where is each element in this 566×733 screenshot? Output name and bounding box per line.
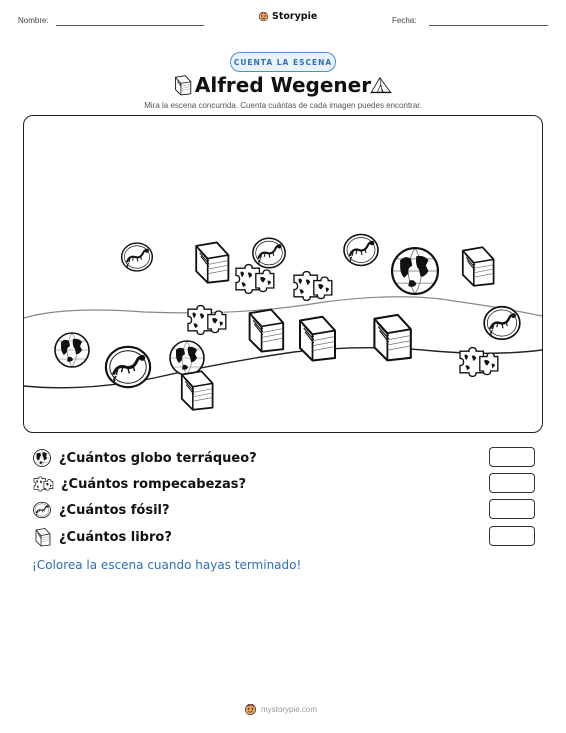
hill-line-back bbox=[24, 297, 542, 318]
globe-item[interactable] bbox=[170, 341, 204, 375]
brand-name: Storypie bbox=[272, 11, 318, 22]
book-item[interactable] bbox=[250, 310, 284, 352]
storypie-logo-icon bbox=[258, 11, 269, 22]
storypie-mascot-icon bbox=[244, 703, 257, 716]
puzzle-item[interactable] bbox=[460, 348, 498, 377]
question-row bbox=[32, 527, 172, 547]
answer-box-puzzle[interactable] bbox=[489, 473, 535, 493]
fossil-icon bbox=[32, 500, 52, 520]
page-title: Alfred Wegener bbox=[194, 73, 372, 97]
answer-box-fossil[interactable] bbox=[489, 499, 535, 519]
instructions: Mira la escena concurrida. Cuenta cuántas de cada imagen puedes encontrar. bbox=[144, 101, 422, 110]
book-item[interactable] bbox=[463, 247, 494, 285]
book-item[interactable] bbox=[300, 317, 335, 361]
puzzle-item[interactable] bbox=[236, 265, 274, 294]
fossil-item[interactable] bbox=[344, 235, 378, 266]
busy-scene bbox=[24, 116, 542, 432]
question-text: ¿Cuántos globo terráqueo? bbox=[59, 450, 257, 466]
brand-logo bbox=[258, 11, 317, 22]
puzzle-item[interactable] bbox=[294, 272, 332, 301]
globe-icon bbox=[32, 448, 52, 468]
fossil-item[interactable] bbox=[253, 238, 285, 267]
fossil-item[interactable] bbox=[484, 307, 520, 340]
question-row bbox=[32, 448, 257, 468]
date-label: Fecha: bbox=[392, 16, 417, 25]
fossil-item[interactable] bbox=[122, 243, 153, 271]
name-label: Nombre: bbox=[18, 16, 49, 25]
answer-box-book[interactable] bbox=[489, 526, 535, 546]
tent-icon bbox=[368, 73, 394, 97]
book-item[interactable] bbox=[182, 371, 213, 410]
footer bbox=[244, 703, 317, 716]
answer-box-globe[interactable] bbox=[489, 447, 535, 467]
activity-badge: CUENTA LA ESCENA bbox=[230, 52, 336, 72]
date-field[interactable] bbox=[429, 25, 548, 26]
globe-item[interactable] bbox=[55, 333, 89, 367]
book-item[interactable] bbox=[196, 242, 228, 282]
puzzle-icon bbox=[32, 475, 54, 493]
question-row bbox=[32, 474, 246, 494]
fossil-item[interactable] bbox=[106, 347, 150, 387]
book-icon bbox=[32, 527, 52, 547]
book-item[interactable] bbox=[374, 315, 410, 361]
question-row bbox=[32, 500, 170, 520]
question-text: ¿Cuántos rompecabezas? bbox=[61, 476, 247, 492]
coloring-message: ¡Colorea la escena cuando hayas terminado! bbox=[32, 558, 302, 572]
question-text: ¿Cuántos fósil? bbox=[59, 502, 170, 518]
puzzle-item[interactable] bbox=[188, 306, 226, 335]
name-field[interactable] bbox=[56, 25, 204, 26]
scene-frame bbox=[23, 115, 543, 433]
question-text: ¿Cuántos libro? bbox=[59, 529, 172, 545]
globe-item[interactable] bbox=[392, 248, 438, 294]
footer-url[interactable]: mystorypie.com bbox=[261, 705, 318, 714]
